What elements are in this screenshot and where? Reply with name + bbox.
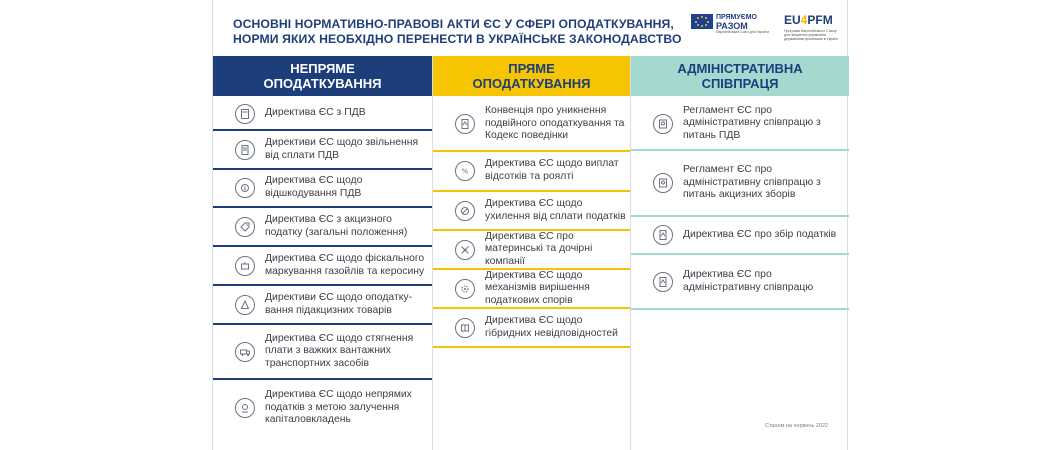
list-item [213, 325, 432, 380]
item-label: Директива ЄС про материнські та дочірні компанії [485, 230, 593, 267]
fuel-icon [235, 256, 255, 276]
prohibited-icon [455, 201, 475, 221]
column-administrative-cooperation [631, 56, 849, 450]
item-label: Директива ЄС щодо ухилення від сплати податків [485, 197, 626, 222]
svg-text:%: % [461, 167, 469, 176]
infographic-card [212, 0, 848, 450]
hybrid-icon [455, 318, 475, 338]
logo-pfm-small: Програма Європейського Союзу для зміцнення управління державними фінансами в Україні [784, 29, 838, 41]
item-label: Директива ЄС щодо виплат відсотків та роялті [485, 158, 619, 182]
item-label: Директива ЄС щодо гібридних невідповідностей [485, 314, 618, 339]
logo-eu-big: РАЗОМ [716, 21, 748, 31]
list-item [433, 98, 630, 152]
logo-eu-small: Європейський Союз для України [716, 30, 770, 34]
money-icon [235, 178, 255, 198]
eu-together-logo [691, 14, 776, 34]
title-line-2: НОРМИ ЯКИХ НЕОБХІДНО ПЕРЕНЕСТИ В УКРАЇНСЬКЕ ЗАКОНОДАВСТВО [233, 32, 682, 46]
tag-icon [235, 217, 255, 237]
eu-flag-icon [691, 14, 713, 29]
convention-icon [455, 114, 475, 134]
page-title [233, 17, 703, 47]
list-item [631, 98, 849, 151]
document-icon [653, 272, 673, 292]
list-item [433, 309, 630, 348]
item-label: Директива ЄС щодо стягнення плати з важких вантажних транспортних засобів [265, 332, 414, 369]
item-label: Директива ЄС про адміністративну співпрацю [683, 268, 814, 293]
column-heading: НЕПРЯМЕ ОПОДАТКУВАННЯ [213, 56, 432, 96]
list-item [433, 231, 630, 270]
item-label: Директива ЄС щодо механізмів вирішення податкових спорів [485, 269, 590, 306]
item-label: Регламент ЄС про адміністративну співпрацю з питань акцизних зборів [683, 164, 821, 201]
item-label: Директива ЄС щодо фіскального маркування газойлів та керосину [265, 252, 425, 277]
item-label: Регламент ЄС про адміністративну співпрацю з питань ПДВ [683, 104, 821, 141]
list-item [433, 192, 630, 231]
footnote: Станом на червень 2022 [765, 423, 829, 429]
logo-pfm-pfm: PFM [807, 13, 833, 27]
column-indirect-taxation [213, 56, 433, 450]
item-label: Директиви ЄС щодо звільнення від сплати ПДВ [265, 136, 419, 161]
document-icon [653, 225, 673, 245]
logo-pfm-eu: EU [784, 13, 801, 27]
list-item [213, 286, 432, 325]
item-label: Директиви ЄС щодо оподатку-вання підакцизних товарів [265, 291, 413, 316]
investment-icon [235, 398, 255, 418]
item-label: Директива ЄС з акцизного податку (загальні положення) [265, 213, 408, 238]
logos [691, 14, 839, 46]
item-label: Директива ЄС щодо відшкодування ПДВ [265, 175, 363, 199]
document-icon [235, 140, 255, 160]
item-label: Директива ЄС про збір податків [683, 228, 837, 240]
item-label: Конвенція про уникнення подвійного оподаткування та Кодекс поведінки [485, 105, 625, 142]
gears-icon [455, 279, 475, 299]
calculator-icon [235, 104, 255, 124]
list-item [213, 208, 432, 247]
list-item [631, 151, 849, 217]
list-item [213, 247, 432, 286]
network-icon [455, 240, 475, 260]
title-line-1: ОСНОВНІ НОРМАТИВНО-ПРАВОВІ АКТИ ЄС У СФЕРІ ОПОДАТКУВАННЯ, [233, 17, 674, 31]
list-item [631, 255, 849, 310]
eu4pfm-logo [784, 14, 839, 41]
svg-text:$: $ [243, 186, 247, 192]
list-item [213, 131, 432, 170]
goods-icon [235, 295, 255, 315]
list-item [631, 217, 849, 255]
list-item [433, 270, 630, 309]
percent-icon [455, 161, 475, 181]
list-item [213, 170, 432, 208]
header [213, 0, 849, 56]
list-item [213, 98, 432, 131]
item-label: Директива ЄС з ПДВ [265, 107, 366, 119]
regulation-icon [653, 114, 673, 134]
column-heading: ПРЯМЕ ОПОДАТКУВАННЯ [433, 56, 630, 96]
regulation-icon [653, 173, 673, 193]
column-direct-taxation [433, 56, 631, 450]
column-heading: АДМІНІСТРАТИВНА СПІВПРАЦЯ [631, 56, 849, 96]
logo-eu-top: ПРЯМУЄМО [716, 14, 757, 21]
list-item [213, 380, 432, 436]
item-label: Директива ЄС щодо непрямих податків з метою залучення капіталовкладень [265, 389, 412, 426]
truck-icon [235, 342, 255, 362]
list-item [433, 152, 630, 192]
logo-pfm-four: 4 [800, 13, 808, 27]
